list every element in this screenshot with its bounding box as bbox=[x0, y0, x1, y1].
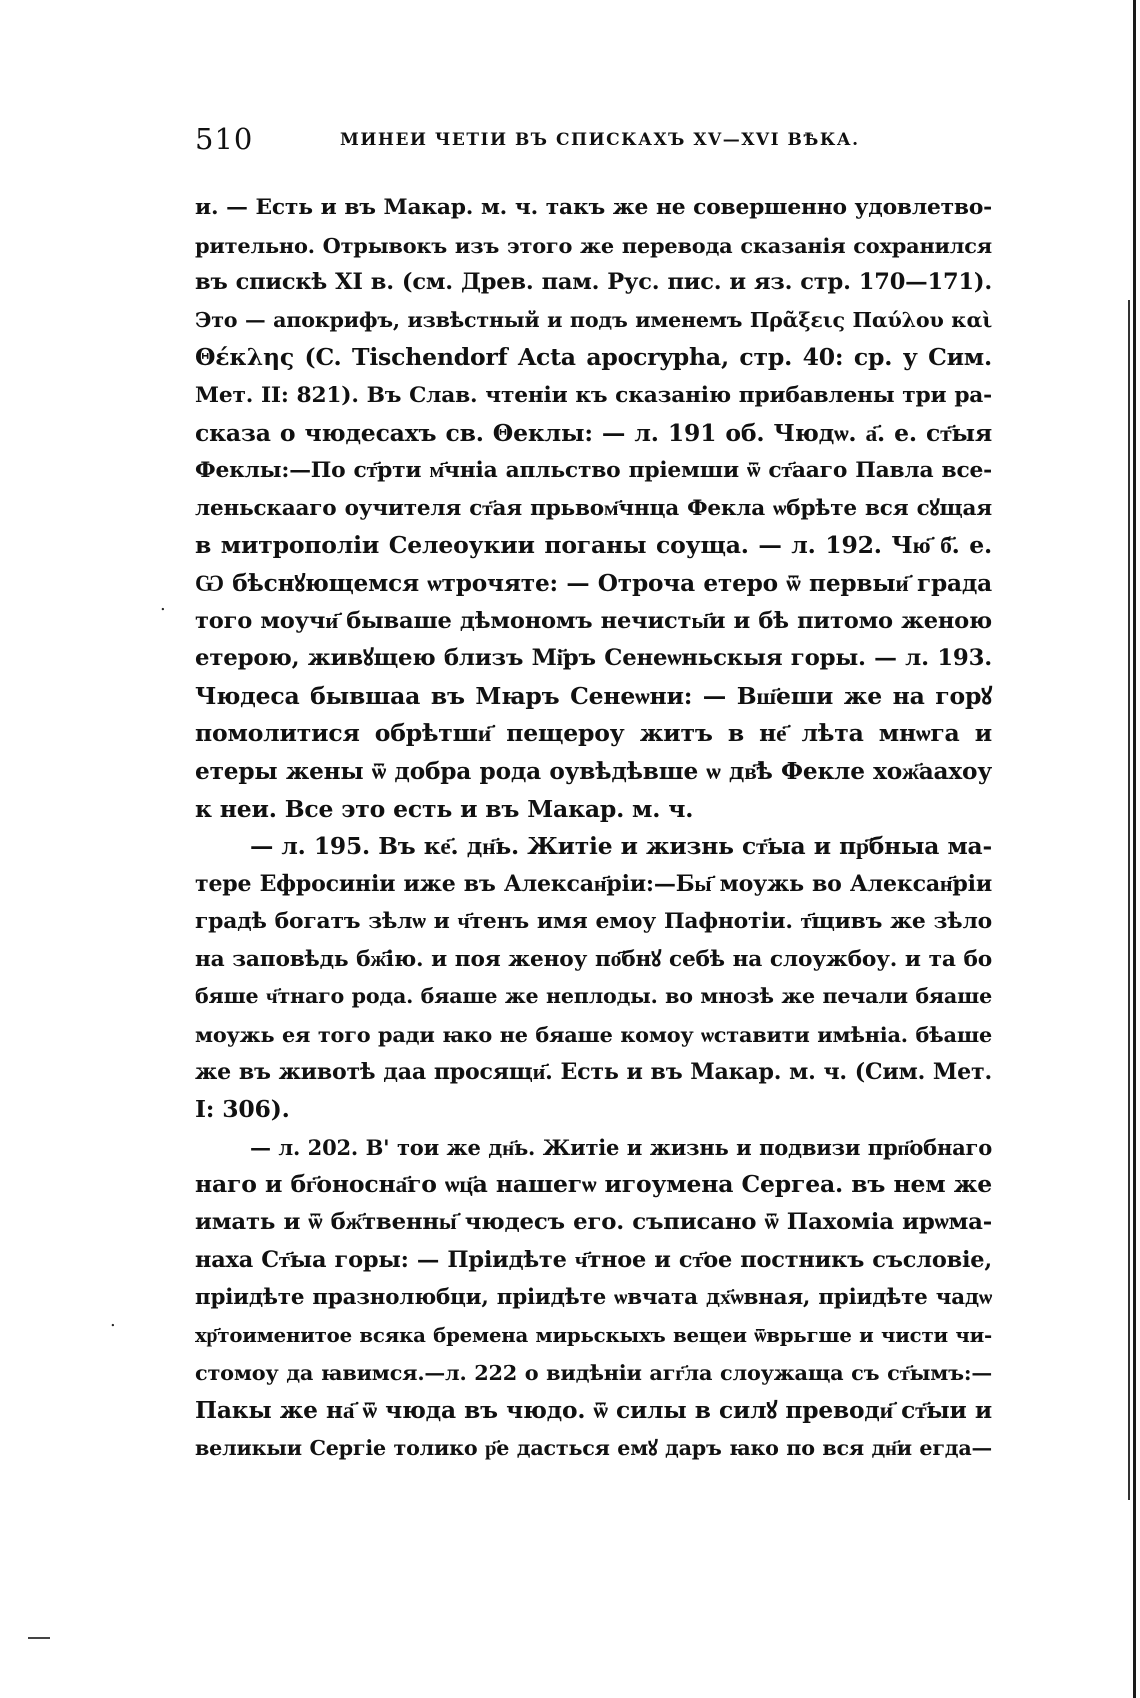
text-line: помолитися обрѣтши҃ пещероу житъ в не҃ лѣта мнѡга и bbox=[195, 719, 992, 748]
text-line: тере Ефросиніи иже въ Алексан҃ріи:—Бы҃ моужь во Алексан҃ріи bbox=[195, 870, 992, 897]
text-line: и. — Есть и въ Макар. м. ч. такъ же не совершенно удовлетво- bbox=[195, 195, 992, 220]
text-line: бяше ч҃тнаго рода. бяаше же неплоды. во мнозѣ же печали бяаше bbox=[195, 984, 992, 1009]
text-line: градѣ богатъ зѣлѡ и ч҃тенъ имя емоу Пафнотіи. т҃щивъ же зѣло bbox=[195, 908, 992, 935]
text-line: на заповѣдь бж҃ію. и поя женоу по҃бнꙋ себѣ на слоужбоу. и та бо bbox=[195, 946, 992, 972]
text-line: етеры жены ѿ добра рода оувѣдѣвше ѡ дв҃ѣ Фекле хож҃аахоу bbox=[195, 757, 992, 785]
text-line: Ѡ бѣснꙋющемся ѡтрочяте: — Отроча етеро ѿ первыи҃ града bbox=[195, 569, 992, 597]
text-line: леньскааго оучителя ст҃ая прьвом҃чнца Фекла ѡбрѣте вся сꙋщая bbox=[195, 495, 992, 521]
text-line: Мет. II: 821). Въ Слав. чтеніи къ сказанію прибавлены три ра- bbox=[195, 382, 992, 408]
text-line: в митрополіи Селеоукии поганы соуща. — л. 192. Чю҃ б҃. е. bbox=[195, 531, 992, 560]
text-line: Чюдеса бывшаа въ Мꙗръ Сенеѡни: — Вш҃еши же на горꙋ bbox=[195, 681, 992, 710]
body-text bbox=[195, 189, 992, 1467]
text-line: етерою, живꙋщею близъ Мі҃ръ Сенеѡньскыя горы. — л. 193. bbox=[195, 645, 992, 672]
text-line: хр҃тоименитое всяка бремена мирьскыхъ вещеи ѿврьгше и чисти чи- bbox=[195, 1322, 992, 1347]
page-header bbox=[195, 122, 995, 164]
text-line: моужь ея того ради ꙗко не бяаше комоу ѡставити имѣніа. бѣаше bbox=[195, 1022, 992, 1048]
page-edge-rule bbox=[1133, 0, 1136, 1698]
text-line: Θέκλης (C. Tischendorf Acta apocrypha, стр. 40: ср. у Сим. bbox=[195, 343, 992, 372]
text-line: наха Ст҃ыа горы: — Пріидѣте ч҃тное и ст҃ое постникъ съсловіе, bbox=[195, 1246, 992, 1273]
text-line: — л. 195. Въ ке҃. дн҃ь. Житіе и жизнь ст҃ыа и пр҃бныа ма- bbox=[250, 832, 992, 861]
text-line: Феклы:—По ст҃рти м҃чніа апльство пріемши ѿ ст҃аагo Павла все- bbox=[195, 458, 992, 484]
page-number: 510 bbox=[195, 122, 254, 156]
margin-dash-mark bbox=[28, 1637, 50, 1639]
text-line: — л. 202. В' тои же дн҃ь. Житіе и жизнь и подвизи прп҃обнаго bbox=[250, 1134, 992, 1160]
text-line: имать и ѿ бж҃твенны҃ чюдесъ его. съписано ѿ Пахоміа ирѡма- bbox=[195, 1209, 992, 1236]
running-head: МИНЕИ ЧЕТІИ ВЪ СПИСКАХЪ XV—XVI ВѢКА. bbox=[340, 130, 860, 150]
text-line: Пакы же на҃ ѿ чюда въ чюдо. ѿ силы в силꙋ преводи҃ ст҃ыи и bbox=[195, 1397, 992, 1424]
margin-dot-mark: . bbox=[110, 1310, 116, 1331]
page-edge-rule-inner bbox=[1128, 300, 1130, 1500]
text-line: рительно. Отрывокъ изъ этого же перевода сказанія сохранился bbox=[195, 232, 992, 258]
text-line: Это — апокрифъ, извѣстный и подъ именемъ Πρᾶξεις Παύλου καὶ bbox=[195, 307, 992, 332]
text-line: пріидѣте празнолюбци, пріидѣте ѡвчата дх҃ѡвная, пріидѣте чадѡ bbox=[195, 1285, 992, 1311]
text-line: сказа о чюдесахъ св. Θеклы: — л. 191 об. Чюдѡ. а҃. е. ст҃ыя bbox=[195, 418, 992, 447]
text-line: наго и бг҃оносна҃го ѡц҃а нашегѡ игоумена Сергеа. въ нем же bbox=[195, 1170, 992, 1199]
text-line: к неи. Все это есть и въ Макар. м. ч. bbox=[195, 794, 694, 823]
text-line: великыи Сергіе толико р҃е дасться емꙋ даръ ꙗко по вся дн҃и егда— bbox=[195, 1435, 992, 1460]
text-line: стомоу да ꙗвимся.—л. 222 о видѣніи агг҃ла слоужаща съ ст҃ымъ:— bbox=[195, 1360, 992, 1386]
text-line: того моучи҃ бываше дѣмономъ нечисты҃и и бѣ питомо женою bbox=[195, 607, 992, 634]
text-line: въ спискѣ XI в. (см. Древ. пам. Рус. пис. и яз. стр. 170—171). bbox=[195, 269, 992, 296]
text-line: же въ животѣ даа просящи҃. Есть и въ Макар. м. ч. (Сим. Мет. bbox=[195, 1058, 992, 1085]
margin-dot-mark: . bbox=[160, 594, 166, 615]
text-line: I: 306). bbox=[195, 1095, 290, 1124]
